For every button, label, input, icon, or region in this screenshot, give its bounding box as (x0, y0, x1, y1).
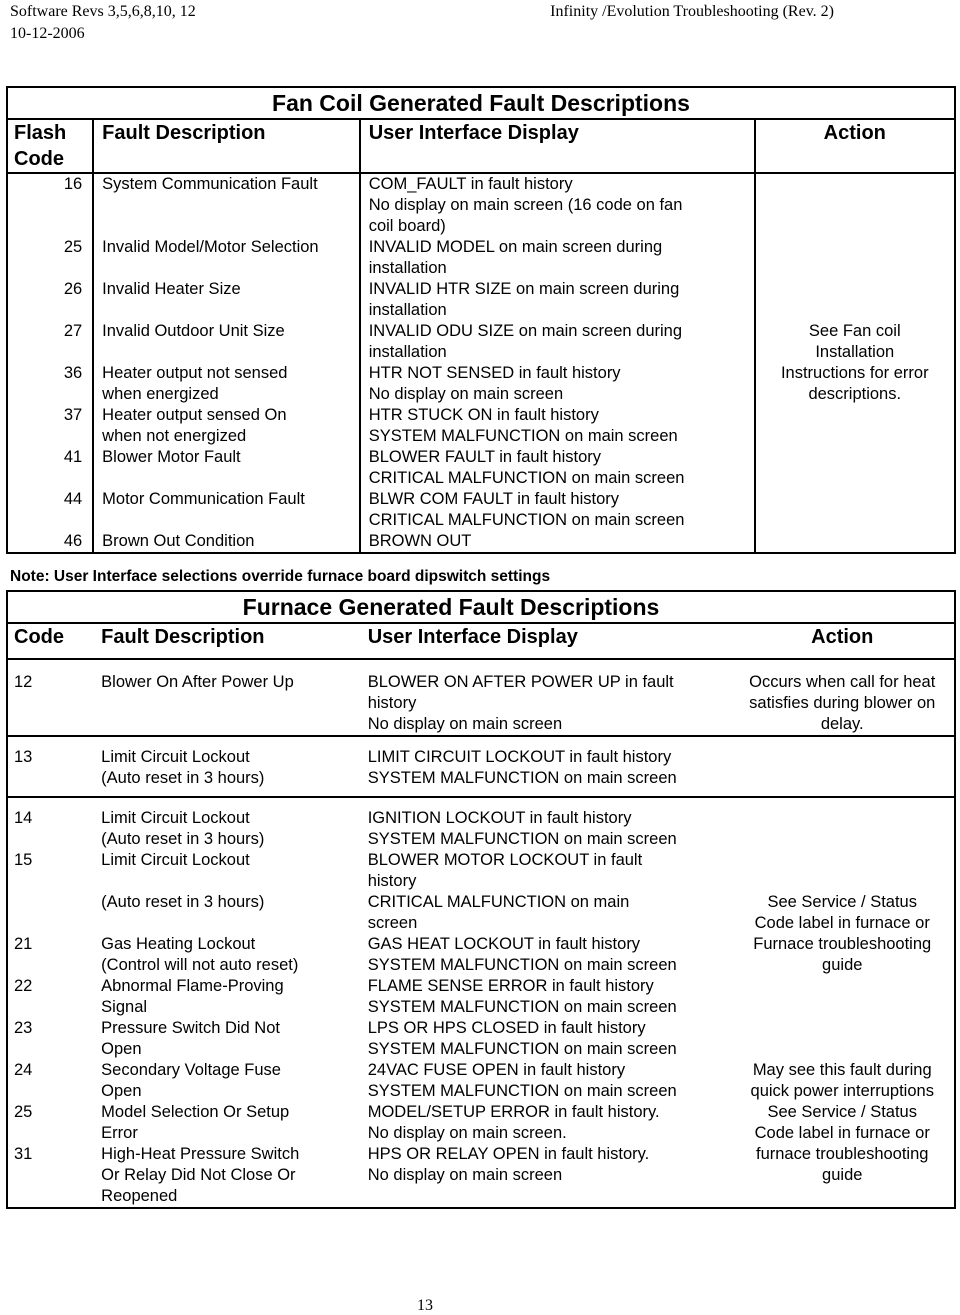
fault-code: 14 (14, 809, 33, 827)
ui-display-line: installation (368, 343, 447, 361)
ui-display-line: SYSTEM MALFUNCTION on main screen (368, 427, 678, 445)
fault-description (93, 321, 360, 363)
fault-description-line: Invalid Outdoor Unit Size (102, 322, 285, 340)
ui-display (360, 489, 755, 531)
ui-display-line: 24VAC FUSE OPEN in fault history (367, 1061, 626, 1079)
fault-description-line: (Auto reset in 3 hours) (101, 830, 265, 848)
header-software-revs: Software Revs 3,5,6,8,10, 12 (10, 3, 196, 20)
ui-display-line: INVALID HTR SIZE on main screen during (368, 280, 680, 298)
action-line: Installation (815, 343, 895, 361)
ui-display-line: LIMIT CIRCUIT LOCKOUT in fault history (367, 748, 672, 766)
header-left (10, 3, 196, 43)
action-line: guide (822, 1166, 863, 1184)
ui-display-line: No display on main screen (367, 715, 563, 733)
ui-display-line: CRITICAL MALFUNCTION on main screen (368, 511, 685, 529)
ui-display-line: BLOWER ON AFTER POWER UP in fault (367, 673, 674, 691)
fault-code: 31 (14, 1145, 33, 1163)
ui-display-line: SYSTEM MALFUNCTION on main screen (367, 769, 677, 787)
header-date: 10-12-2006 (10, 25, 85, 42)
fault-description (93, 405, 360, 447)
page-number: 13 (417, 1297, 433, 1314)
fault-description-line: Brown Out Condition (102, 532, 255, 550)
fault-description (93, 934, 360, 976)
fault-description-line: Abnormal Flame-Proving (101, 977, 284, 995)
fault-description-line: when energized (102, 385, 219, 403)
ui-display-line: SYSTEM MALFUNCTION on main screen (367, 1040, 677, 1058)
fault-description (93, 237, 360, 279)
table-row (7, 1060, 955, 1102)
fault-description-line: Open (101, 1040, 142, 1058)
ui-display (360, 279, 755, 321)
action-line: Instructions for error (780, 364, 929, 382)
action-line: quick power interruptions (750, 1082, 934, 1100)
fault-code: 12 (14, 673, 33, 691)
furnace-col-action: Action (811, 626, 874, 648)
fault-description (93, 531, 360, 553)
furnace-body (7, 659, 955, 1208)
action-line: Occurs when call for heat (749, 673, 936, 691)
ui-display-line: HTR STUCK ON in fault history (368, 406, 599, 424)
fault-code: 36 (63, 364, 83, 382)
ui-display (360, 173, 755, 237)
fault-description-line: Signal (101, 998, 148, 1016)
fault-code: 15 (14, 851, 33, 869)
fault-description-line: Blower On After Power Up (101, 673, 294, 691)
ui-display-line: GAS HEAT LOCKOUT in fault history (367, 935, 641, 953)
ui-display-line: INVALID MODEL on main screen during (368, 238, 663, 256)
fault-description-line: System Communication Fault (102, 175, 318, 193)
fault-description-line: Or Relay Did Not Close Or (101, 1166, 296, 1184)
fault-code: 16 (63, 175, 83, 193)
furnace-col-desc: Fault Description (101, 626, 265, 648)
ui-display-line: coil board) (368, 217, 446, 235)
fault-description-line: Limit Circuit Lockout (101, 809, 250, 827)
fault-description-line: High-Heat Pressure Switch (101, 1145, 300, 1163)
ui-display (360, 976, 731, 1018)
header-right: Infinity /Evolution Troubleshooting (Rev. 2) (550, 3, 834, 20)
furnace-action (730, 1102, 955, 1208)
ui-display-line: HTR NOT SENSED in fault history (368, 364, 621, 382)
fan-coil-col-action: Action (755, 119, 955, 173)
furnace-col-ui: User Interface Display (367, 626, 578, 648)
action-line: delay. (820, 715, 864, 733)
fan-coil-body (7, 173, 955, 553)
fault-code: 41 (63, 448, 83, 466)
ui-display-line: COM_FAULT in fault history (368, 175, 573, 193)
action-line: Furnace troubleshooting (753, 935, 932, 953)
fault-code: 22 (14, 977, 33, 995)
ui-display-line: BROWN OUT (368, 532, 472, 550)
action-line: See Service / Status (767, 1103, 917, 1121)
note: Note: User Interface selections override furnace board dipswitch settings (10, 568, 551, 585)
fault-description (93, 447, 360, 489)
fault-description-line: Invalid Heater Size (102, 280, 241, 298)
fault-description (93, 363, 360, 405)
table-row (7, 173, 955, 237)
fault-description-line: Motor Communication Fault (102, 490, 305, 508)
fault-description (93, 797, 360, 850)
ui-display-line: installation (368, 259, 447, 277)
ui-display (360, 531, 755, 553)
fan-coil-col-ui: User Interface Display (360, 119, 755, 173)
ui-display (360, 321, 755, 363)
fault-description-line: Heater output sensed On (102, 406, 287, 424)
fault-description-line: Error (101, 1124, 138, 1142)
ui-display-line: history (367, 872, 417, 890)
fault-description-line: Gas Heating Lockout (101, 935, 256, 953)
ui-display-line: CRITICAL MALFUNCTION on main screen (368, 469, 685, 487)
ui-display-line: SYSTEM MALFUNCTION on main screen (367, 956, 677, 974)
ui-display-line: SYSTEM MALFUNCTION on main screen (367, 830, 677, 848)
fault-description (93, 1144, 360, 1208)
fault-code: 26 (63, 280, 83, 298)
fault-code: 46 (63, 532, 83, 550)
action-line: Code label in furnace or (754, 914, 930, 932)
ui-display (360, 405, 755, 447)
table-row (7, 736, 955, 797)
fault-description-line: Invalid Model/Motor Selection (102, 238, 319, 256)
ui-display-line: history (367, 694, 417, 712)
fan-coil-title: Fan Coil Generated Fault Descriptions (272, 90, 690, 116)
fault-description (93, 1102, 360, 1144)
fault-code: 13 (14, 748, 33, 766)
ui-display-line: screen (367, 914, 418, 932)
fault-description (93, 1060, 360, 1102)
fault-description (93, 850, 360, 934)
action-line: May see this fault during (752, 1061, 932, 1079)
fault-description-line: Limit Circuit Lockout (101, 748, 250, 766)
fault-description-line: Blower Motor Fault (102, 448, 241, 466)
furnace-title: Furnace Generated Fault Descriptions (242, 594, 660, 620)
furnace-table (6, 590, 956, 1209)
fault-code: 37 (63, 406, 83, 424)
ui-display (360, 1102, 731, 1144)
table-row (7, 659, 955, 736)
ui-display-line: MODEL/SETUP ERROR in fault history. (367, 1103, 660, 1121)
fault-description (93, 489, 360, 531)
furnace-action (730, 797, 955, 1060)
fault-description-line: Reopened (101, 1187, 178, 1205)
ui-display-line: BLWR COM FAULT in fault history (368, 490, 620, 508)
action-line: See Fan coil (808, 322, 901, 340)
ui-display (360, 797, 731, 850)
fault-description-line: (Control will not auto reset) (101, 956, 299, 974)
fault-description-line: (Auto reset in 3 hours) (101, 769, 265, 787)
ui-display-line: No display on main screen (368, 385, 564, 403)
furnace-action (730, 736, 955, 797)
fault-code: 25 (63, 238, 83, 256)
ui-display (360, 447, 755, 489)
fan-coil-action (755, 173, 955, 553)
ui-display-line: CRITICAL MALFUNCTION on main (367, 893, 630, 911)
fault-code: 24 (14, 1061, 33, 1079)
fan-coil-col-code-line2: Code (14, 148, 64, 170)
fault-description-line: (Auto reset in 3 hours) (101, 893, 265, 911)
ui-display-line: SYSTEM MALFUNCTION on main screen (367, 998, 677, 1016)
ui-display-line: SYSTEM MALFUNCTION on main screen (367, 1082, 677, 1100)
fault-description-line: Model Selection Or Setup (101, 1103, 290, 1121)
ui-display-line: BLOWER FAULT in fault history (368, 448, 602, 466)
furnace-table-wrap (6, 590, 956, 1209)
fault-description (93, 659, 360, 736)
fault-description-line (101, 871, 360, 892)
fault-code: 23 (14, 1019, 33, 1037)
fault-code: 27 (63, 322, 83, 340)
ui-display (360, 237, 755, 279)
furnace-action (730, 1060, 955, 1102)
action-line: See Service / Status (767, 893, 917, 911)
fan-coil-table-wrap (6, 86, 956, 554)
action-line: descriptions. (808, 385, 902, 403)
ui-display-line: INVALID ODU SIZE on main screen during (368, 322, 683, 340)
fan-coil-table (6, 86, 956, 554)
table-row (7, 797, 955, 850)
action-line: furnace troubleshooting (756, 1145, 929, 1163)
action-line: satisfies during blower on (749, 694, 936, 712)
fault-code: 21 (14, 935, 33, 953)
fault-description-line: Pressure Switch Did Not (101, 1019, 280, 1037)
fault-description (93, 976, 360, 1018)
fan-coil-col-desc: Fault Description (93, 119, 360, 173)
fault-description (93, 1018, 360, 1060)
ui-display (360, 736, 731, 797)
ui-display-line: FLAME SENSE ERROR in fault history (367, 977, 654, 995)
fault-description (93, 736, 360, 797)
action-line: guide (822, 956, 863, 974)
ui-display (360, 1060, 731, 1102)
fan-coil-col-code (7, 119, 93, 173)
fault-description (93, 173, 360, 237)
ui-display (360, 1144, 731, 1208)
ui-display (360, 363, 755, 405)
fault-description-line: Heater output not sensed (102, 364, 288, 382)
ui-display-line: No display on main screen (367, 1166, 563, 1184)
fault-code: 44 (63, 490, 83, 508)
fault-code: 25 (14, 1103, 33, 1121)
ui-display-line: installation (368, 301, 447, 319)
ui-display (360, 934, 731, 976)
fan-coil-col-code-line1: Flash (14, 122, 67, 144)
ui-display-line: BLOWER MOTOR LOCKOUT in fault (367, 851, 643, 869)
ui-display-line: LPS OR HPS CLOSED in fault history (367, 1019, 646, 1037)
ui-display-line: HPS OR RELAY OPEN in fault history. (367, 1145, 650, 1163)
fault-description-line: Secondary Voltage Fuse (101, 1061, 281, 1079)
action-line: Code label in furnace or (754, 1124, 930, 1142)
ui-display-line: No display on main screen (16 code on fan (368, 196, 683, 214)
fault-description-line: Limit Circuit Lockout (101, 851, 250, 869)
ui-display (360, 850, 731, 934)
ui-display (360, 1018, 731, 1060)
fault-description-line: Open (101, 1082, 142, 1100)
table-row (7, 1102, 955, 1144)
ui-display (360, 659, 731, 736)
ui-display-line: No display on main screen. (367, 1124, 567, 1142)
furnace-col-code: Code (14, 626, 64, 648)
furnace-action (730, 659, 955, 736)
fault-description (93, 279, 360, 321)
fault-description-line: when not energized (102, 427, 247, 445)
ui-display-line: IGNITION LOCKOUT in fault history (367, 809, 632, 827)
